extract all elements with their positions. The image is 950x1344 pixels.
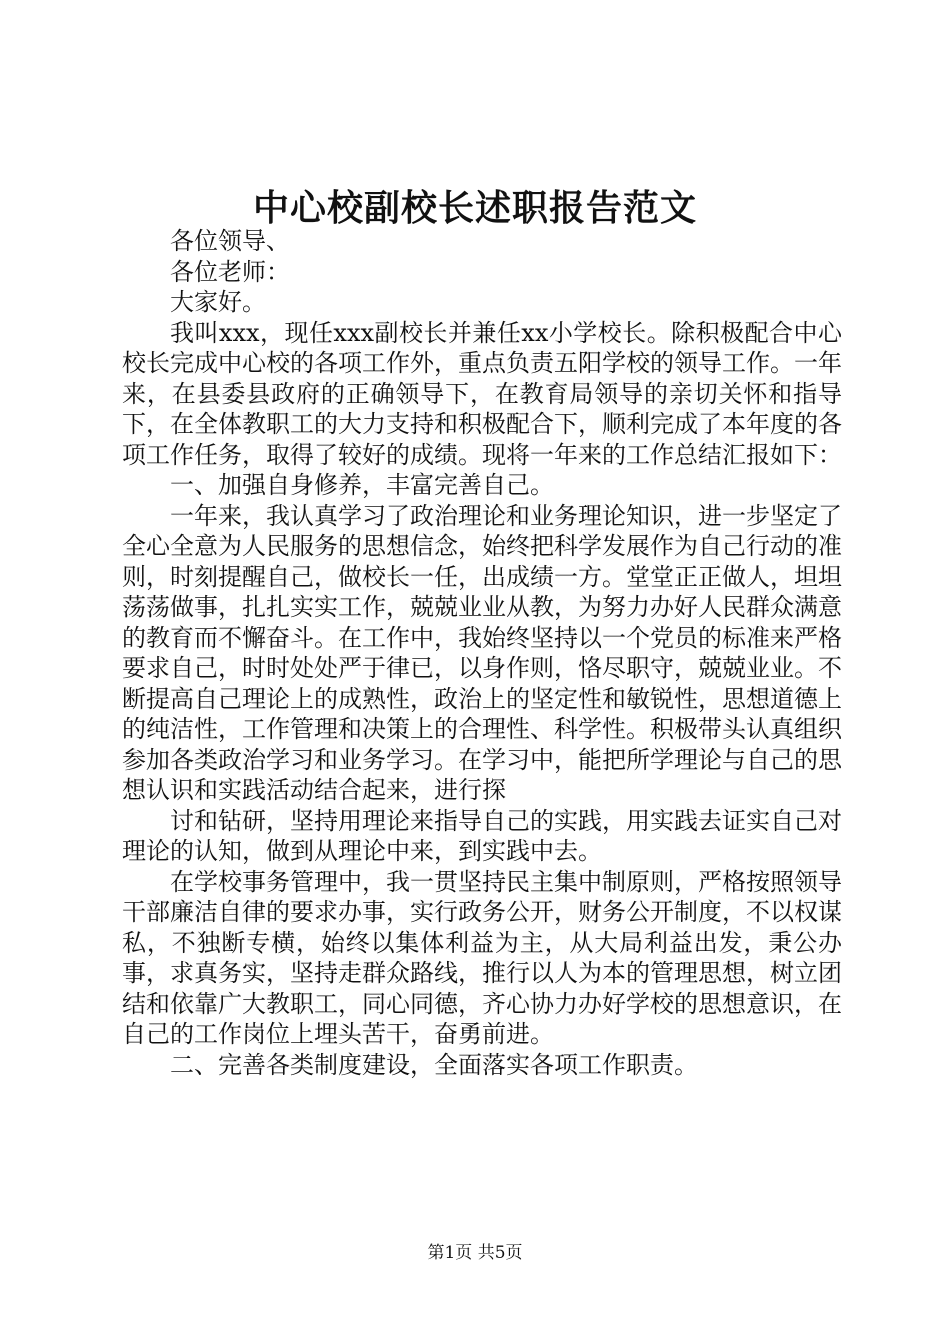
section-heading-2: 二、完善各类制度建设，全面落实各项工作职责。 [170,1050,698,1079]
paragraph-study: 一年来，我认真学习了政治理论和业务理论知识，进一步坚定了全心全意为人民服务的思想信念，始终把科学发展作为自己行动的准则，时刻提醒自己，做校长一任，出成绩一方。堂堂正正做人，坦坦荡荡做事，扎扎实实工作，兢兢业业从教，为努力办好人民群众满意的教育而不懈奋斗。在工作中，我始终坚持以一个党员的标准来严格要求自己，时时处处严于律已，以身作则，恪尽职守，兢兢业业。不断提高自己理论上的成熟性，政治上的坚定性和敏锐性，思想道德上的纯洁性，工作管理和决策上的合理性、科学性。积极带头认真组织参加各类政治学习和业务学习。在学习中，能把所学理论与自己的思想认识和实践活动结合起来，进行探 [122,501,842,804]
greeting: 大家好。 [170,288,266,316]
paragraph-intro: 我叫xxx，现任xxx副校长并兼任xx小学校长。除积极配合中心校长完成中心校的各项工作外，重点负责五阳学校的领导工作。一年来，在县委县政府的正确领导下，在教育局领导的亲切关怀和指导下，在全体教职工的大力支持和积极配合下，顺利完成了本年度的各项工作任务，取得了较好的成绩。现将一年来的工作总结汇报如下： [122,318,842,469]
paragraph-management: 在学校事务管理中，我一贯坚持民主集中制原则，严格按照领导干部廉洁自律的要求办事，实行政务公开，财务公开制度，不以权谋私，不独断专横，始终以集体利益为主，从大局利益出发，秉公办事，求真务实，坚持走群众路线，推行以人为本的管理思想，树立团结和依靠广大教职工，同心同德，齐心协力办好学校的思想意识，在自己的工作岗位上埋头苦干，奋勇前进。 [122,867,842,1048]
document-title: 中心校副校长述职报告范文 [252,187,697,229]
salutation-leaders: 各位领导、 [170,227,290,255]
document-body [122,226,842,1080]
paragraph-study-continued: 讨和钻研，坚持用理论来指导自己的实践，用实践去证实自己对理论的认知，做到从理论中来，到实践中去。 [122,806,842,865]
salutation-teachers: 各位老师： [170,257,290,286]
page-number: 第1页 共5页 [427,1243,523,1263]
section-heading-1: 一、加强自身修养，丰富完善自己。 [170,471,554,499]
